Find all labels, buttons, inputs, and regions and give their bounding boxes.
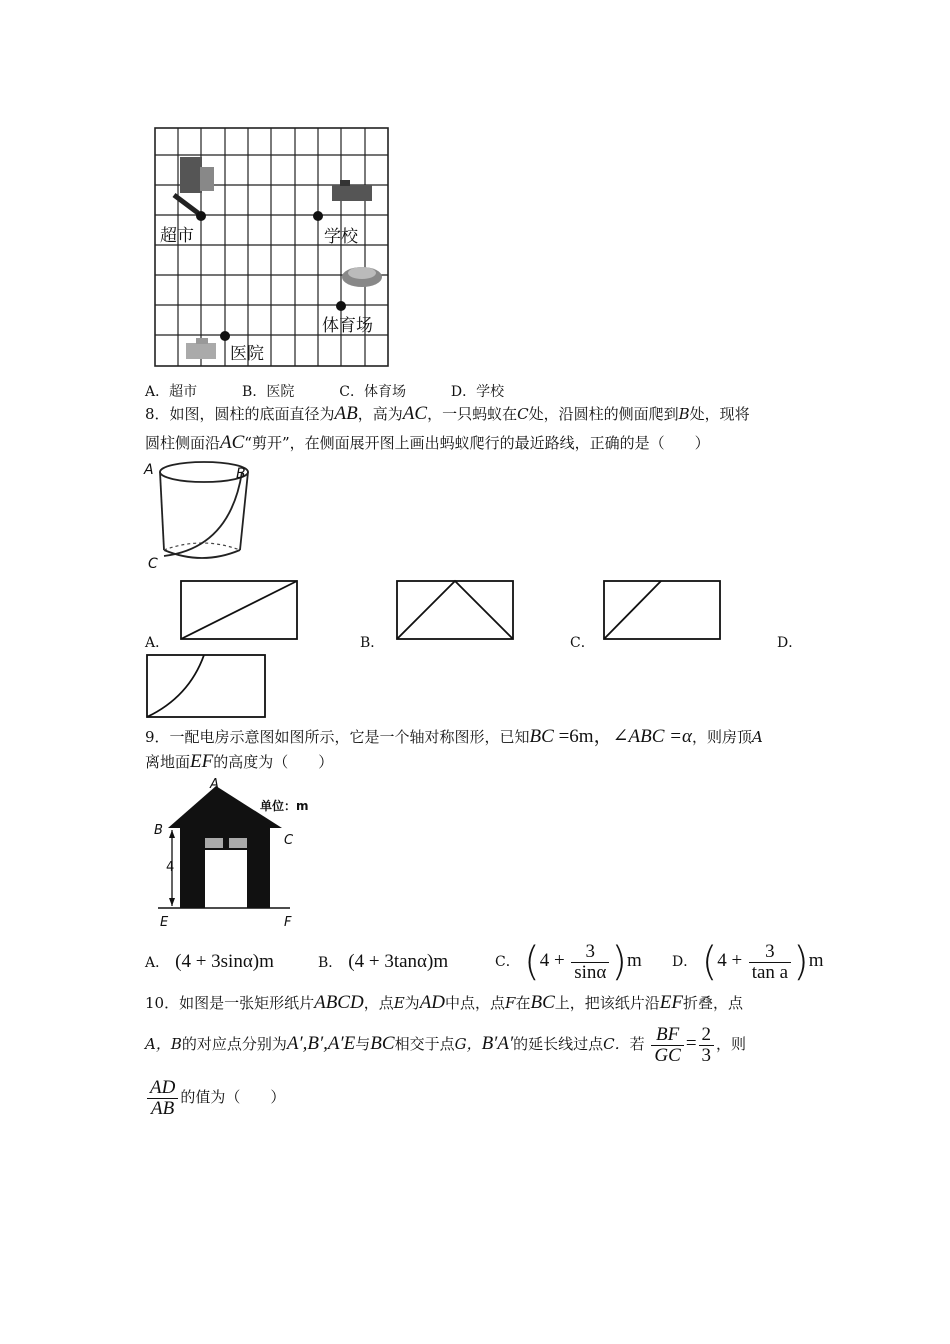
svg-text:B: B: [236, 466, 246, 482]
svg-text:E: E: [160, 915, 169, 930]
stadium-point: [336, 301, 346, 311]
svg-text:C: C: [148, 556, 158, 572]
q8-option-d-figure: [144, 652, 268, 720]
q8-option-b-figure: [394, 578, 516, 642]
q7-options: [145, 381, 504, 403]
q8-option-a-label: A．: [145, 635, 170, 651]
q7-option-c: C．体育场: [339, 384, 406, 400]
svg-text:单位：m: 单位：m: [260, 799, 309, 813]
q9-option-d: D． (4 + $\frac{3}{\text{tan a}}$ )m: [672, 939, 824, 985]
svg-text:A: A: [210, 778, 219, 792]
supermarket-point: [196, 211, 206, 221]
hospital-label: 医院: [230, 344, 264, 364]
q7-option-b: B．医院: [242, 384, 295, 400]
stadium-icon: [342, 267, 382, 287]
q7-map-figure: [150, 125, 410, 370]
q7-option-a: A．超市: [145, 384, 198, 400]
q9-option-a: A． (4 + 3sinα)m: [145, 951, 274, 972]
svg-text:4: 4: [166, 860, 175, 875]
q8-stem-line1: 8．如图，圆柱的底面直径为AB，高为AC，一只蚂蚁在C处，沿圆柱的侧面爬到B处，现将: [145, 403, 750, 424]
q8-option-c-label: C．: [570, 635, 595, 651]
svg-text:F: F: [284, 915, 292, 930]
supermarket-label: 超市: [160, 226, 194, 246]
q9-option-c: C． (4 + $\frac{3}{\sin\alpha}$ )m: [495, 939, 642, 985]
q10-stem-line1: 10．如图是一张矩形纸片ABCD，点E为AD中点，点F在BC上，把该纸片沿EF折叠，点: [145, 992, 743, 1013]
q9-house-figure: [150, 778, 325, 933]
hospital-icon: [186, 338, 216, 359]
q8-stem-line2: 圆柱侧面沿AC“剪开”，在侧面展开图上画出蚂蚁爬行的最近路线，正确的是（ ）: [145, 432, 710, 453]
svg-text:A: A: [144, 462, 154, 478]
q7-option-d: D．学校: [450, 384, 505, 400]
q10-stem-line3: $\frac{AD}{AB}$ 的值为（ ）: [145, 1073, 285, 1121]
ant-path: [164, 472, 242, 556]
school-point: [313, 211, 323, 221]
q8-cylinder-figure: [140, 458, 260, 573]
supermarket-icon: [174, 157, 214, 213]
q8-option-c-figure: [601, 578, 723, 642]
q9-stem-line2: 离地面EF的高度为（ ）: [145, 751, 334, 772]
hospital-point: [220, 331, 230, 341]
q8-option-a-figure: [178, 578, 300, 642]
stadium-label: 体育场: [322, 316, 373, 336]
school-label: 学校: [324, 227, 358, 247]
svg-text:B: B: [154, 823, 163, 838]
svg-text:C: C: [284, 833, 294, 848]
q8-option-b-label: B．: [360, 635, 385, 651]
q9-stem-line1: 9．一配电房示意图如图所示，它是一个轴对称图形，已知BC =6m，∠ABC =α，则房顶A: [145, 726, 763, 747]
school-icon: [332, 180, 372, 201]
q9-option-b: B． (4 + 3tanα)m: [318, 951, 449, 972]
q8-option-d-label: D．: [777, 635, 803, 651]
q10-stem-line2: A，B的对应点分别为A′,B′,A′E与BC相交于点G，B′A′的延长线过点C．若 $\frac{BF}{GC}$ = $\frac{2}{3}$ ，则: [145, 1023, 747, 1066]
